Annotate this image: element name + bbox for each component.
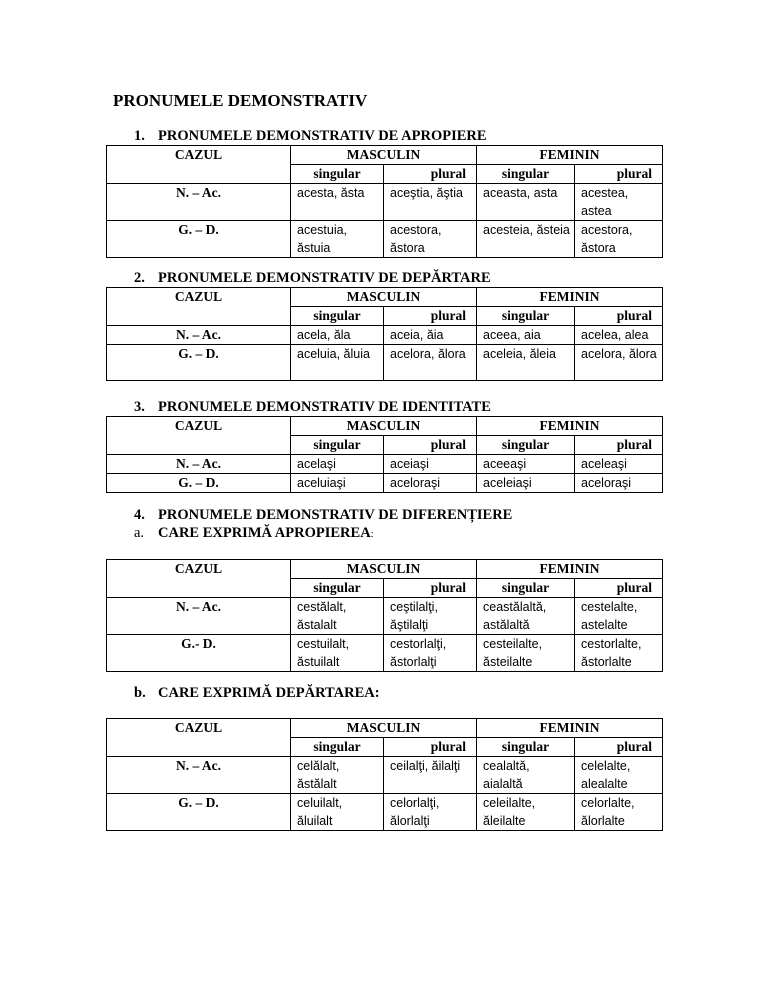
case-label: G.- D. <box>107 635 291 672</box>
table-apropiere <box>106 145 663 258</box>
table-cell: cestuilalt, ăstuilalt <box>291 635 384 672</box>
section-title: PRONUMELE DEMONSTRATIV DE DIFERENȚIERE <box>158 507 513 523</box>
header-feminin: FEMININ <box>477 146 663 165</box>
section-number: 1. <box>134 128 145 144</box>
header-plural: plural <box>575 307 663 326</box>
table-cell: aceloraşi <box>575 474 663 493</box>
case-label: G. – D. <box>107 221 291 258</box>
subsection-title: CARE EXPRIMĂ DEPĂRTAREA: <box>158 685 380 701</box>
header-singular: singular <box>291 436 384 455</box>
section-3-heading <box>134 399 491 416</box>
table-row <box>107 184 663 221</box>
header-feminin: FEMININ <box>477 560 663 579</box>
section-title: PRONUMELE DEMONSTRATIV DE DEPĂRTARE <box>158 270 491 286</box>
table-cell: acestora, ăstora <box>575 221 663 258</box>
table-cell: ceilalţi, ăilalţi <box>384 757 477 794</box>
table-cell: aceleaşi <box>575 455 663 474</box>
case-label: N. – Ac. <box>107 598 291 635</box>
header-singular: singular <box>291 738 384 757</box>
table-cell: aceluia, ăluia <box>291 345 384 381</box>
subsection-title: CARE EXPRIMĂ APROPIEREA <box>158 525 371 541</box>
section-title: PRONUMELE DEMONSTRATIV DE IDENTITATE <box>158 399 491 415</box>
header-feminin: FEMININ <box>477 417 663 436</box>
table-cell: aceluiaşi <box>291 474 384 493</box>
table-row <box>107 455 663 474</box>
table-cell: acesta, ăsta <box>291 184 384 221</box>
table-row <box>107 221 663 258</box>
table-cell: cestorlalţi, ăstorlalţi <box>384 635 477 672</box>
table-cell: cestălalt, ăstalalt <box>291 598 384 635</box>
table-cell: aceştia, ăştia <box>384 184 477 221</box>
table-cell: acelea, alea <box>575 326 663 345</box>
table-row <box>107 345 663 381</box>
header-masculin: MASCULIN <box>291 146 477 165</box>
table-cell: acestora, ăstora <box>384 221 477 258</box>
case-label: G. – D. <box>107 474 291 493</box>
header-singular: singular <box>477 165 575 184</box>
header-singular: singular <box>291 579 384 598</box>
table-cell: acestuia, ăstuia <box>291 221 384 258</box>
table-diferentiere-apropiere <box>106 559 663 672</box>
header-feminin: FEMININ <box>477 288 663 307</box>
table-cell: aceiaşi <box>384 455 477 474</box>
section-number: 2. <box>134 270 145 286</box>
table-cell: acelaşi <box>291 455 384 474</box>
table-cell: acelora, ălora <box>384 345 477 381</box>
header-singular: singular <box>477 579 575 598</box>
header-plural: plural <box>384 436 477 455</box>
header-masculin: MASCULIN <box>291 417 477 436</box>
page-title: PRONUMELE DEMONSTRATIV <box>113 91 368 110</box>
subsection-suffix: : <box>370 528 374 540</box>
table-cell: cealaltă, aialaltă <box>477 757 575 794</box>
table-cell: cestelalte, astelalte <box>575 598 663 635</box>
case-label: G. – D. <box>107 794 291 831</box>
header-cazul: CAZUL <box>107 288 291 326</box>
table-cell: celeilalte, ăleilalte <box>477 794 575 831</box>
header-singular: singular <box>477 738 575 757</box>
table-row <box>107 757 663 794</box>
header-plural: plural <box>384 307 477 326</box>
section-number: 3. <box>134 399 145 415</box>
header-plural: plural <box>575 165 663 184</box>
table-row <box>107 794 663 831</box>
table-row <box>107 474 663 493</box>
table-cell: acesteia, ăsteia <box>477 221 575 258</box>
header-masculin: MASCULIN <box>291 288 477 307</box>
case-label: N. – Ac. <box>107 757 291 794</box>
table-cell: celorlalţi, ălorlalţi <box>384 794 477 831</box>
table-diferentiere-departare <box>106 718 663 831</box>
case-label: N. – Ac. <box>107 184 291 221</box>
subsection-letter: a. <box>134 525 145 541</box>
header-singular: singular <box>291 307 384 326</box>
table-cell: celelalte, alealalte <box>575 757 663 794</box>
header-masculin: MASCULIN <box>291 719 477 738</box>
header-cazul: CAZUL <box>107 560 291 598</box>
section-title: PRONUMELE DEMONSTRATIV DE APROPIERE <box>158 128 487 144</box>
case-label: N. – Ac. <box>107 455 291 474</box>
header-plural: plural <box>575 738 663 757</box>
header-plural: plural <box>384 738 477 757</box>
subsection-letter: b. <box>134 685 146 701</box>
section-4-heading <box>134 507 512 524</box>
header-singular: singular <box>291 165 384 184</box>
table-cell: acestea, astea <box>575 184 663 221</box>
table-row <box>107 635 663 672</box>
table-cell: aceia, ăia <box>384 326 477 345</box>
header-singular: singular <box>477 436 575 455</box>
table-cell: celuilalt, ăluilalt <box>291 794 384 831</box>
table-cell: ceastălaltă, astălaltă <box>477 598 575 635</box>
table-cell: aceea, aia <box>477 326 575 345</box>
subsection-b-heading <box>134 685 380 702</box>
header-singular: singular <box>477 307 575 326</box>
table-row <box>107 326 663 345</box>
header-plural: plural <box>575 579 663 598</box>
table-cell: aceeaşi <box>477 455 575 474</box>
table-cell: cestorlalte, ăstorlalte <box>575 635 663 672</box>
table-cell: celorlalte, ălorlalte <box>575 794 663 831</box>
table-cell: ceştilalţi, ăştilalţi <box>384 598 477 635</box>
table-cell: acela, ăla <box>291 326 384 345</box>
table-cell: aceloraşi <box>384 474 477 493</box>
header-cazul: CAZUL <box>107 146 291 184</box>
table-cell: celălalt, ăstălalt <box>291 757 384 794</box>
table-row <box>107 598 663 635</box>
subsection-a-heading <box>134 525 374 542</box>
table-cell: acelora, ălora <box>575 345 663 381</box>
table-cell: aceleia, ăleia <box>477 345 575 381</box>
table-departare <box>106 287 663 381</box>
table-identitate <box>106 416 663 493</box>
case-label: G. – D. <box>107 345 291 381</box>
header-plural: plural <box>384 579 477 598</box>
header-feminin: FEMININ <box>477 719 663 738</box>
section-1-heading <box>134 128 487 145</box>
section-number: 4. <box>134 507 145 523</box>
table-cell: cesteilalte, ăsteilalte <box>477 635 575 672</box>
table-cell: aceleiaşi <box>477 474 575 493</box>
case-label: N. – Ac. <box>107 326 291 345</box>
header-plural: plural <box>384 165 477 184</box>
header-masculin: MASCULIN <box>291 560 477 579</box>
table-cell: aceasta, asta <box>477 184 575 221</box>
header-cazul: CAZUL <box>107 417 291 455</box>
header-cazul: CAZUL <box>107 719 291 757</box>
header-plural: plural <box>575 436 663 455</box>
section-2-heading <box>134 270 491 287</box>
